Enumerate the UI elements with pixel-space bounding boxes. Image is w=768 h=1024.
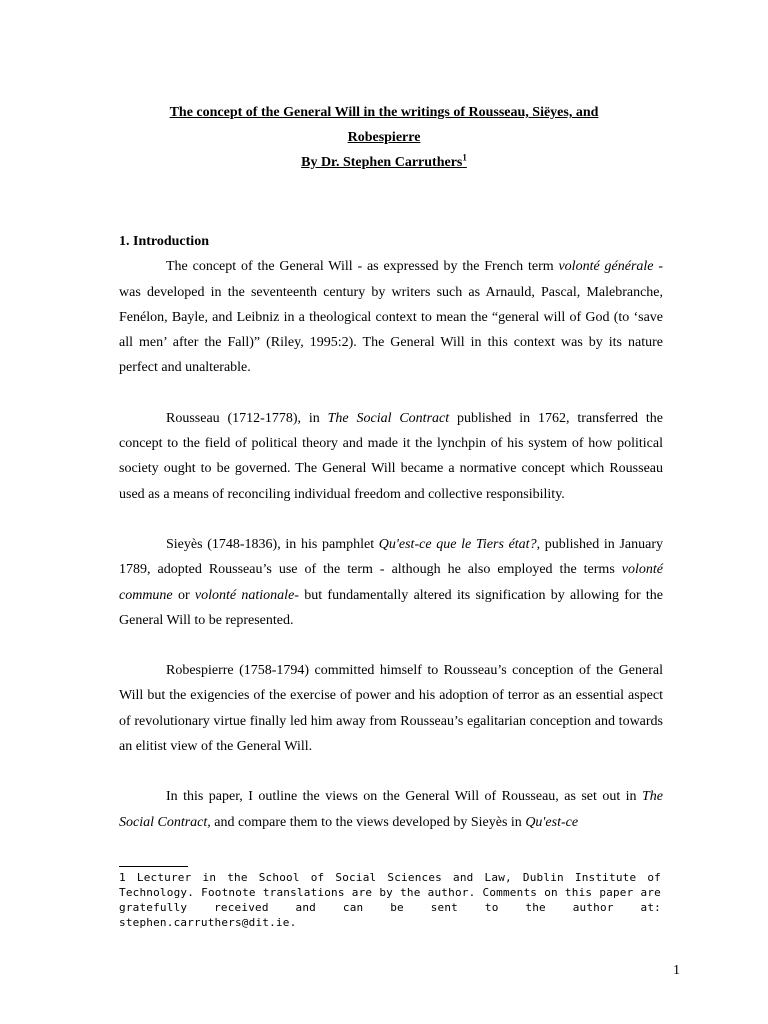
title-line-2: Robespierre (347, 130, 421, 145)
author-line (100, 150, 668, 175)
paragraph-3-italic-f: volonté nationale (194, 587, 295, 603)
paragraph-3-text-a: Sieyès (1748-1836), in his pamphlet (166, 536, 379, 552)
page-number: 1 (673, 963, 680, 978)
author-name: By Dr. Stephen Carruthers (301, 155, 463, 170)
title-block (100, 100, 668, 175)
paragraph-5-text-a: In this paper, I outline the views on the General Will of Rousseau, as set out in (166, 789, 642, 805)
footnote-separator (119, 866, 188, 867)
paragraph-1-text-a: The concept of the General Will - as expressed by the French term (166, 259, 559, 275)
paragraph-1 (119, 254, 663, 380)
footnote-marker: 1 (462, 152, 467, 163)
paragraph-3 (119, 532, 663, 633)
paragraph-gap (119, 507, 663, 532)
paragraph-3-italic-d: volonté commune (119, 562, 663, 603)
footnote: 1 Lecturer in the School of Social Sciences and Law, Dublin Institute of Technology. Footnote translations are by the author. Comments on this paper are gratefully received and can be sent to the author at: stephen.carruthers@dit.ie. (119, 871, 661, 929)
paragraph-5-text-c: and compare them to the views developed by Sieyès in (210, 814, 526, 830)
paragraph-1-italic: volonté générale (558, 259, 654, 275)
paragraph-gap (119, 381, 663, 406)
paragraph-2-italic: The Social Contract (327, 410, 450, 426)
paragraph-2-text-c: published in 1762, transferred the concept to the field of political theory and made it the lynchpin of his system of how political society ought to be governed. The General Will became a normative concept which Rousseau used as a means of reconciling individual freedom and collective responsibility. (119, 410, 663, 502)
paragraph-1-text-c: - was developed in the seventeenth century by writers such as Arnauld, Pascal, Malebranche, Fenélon, Bayle, and Leibniz in a theological context to mean the “general will of God (to ‘save all men’ after the Fall)” (Riley, 1995:2). The General Will in this context was by its nature perfect and unalterable. (119, 259, 663, 376)
paragraph-5-italic-d: Qu'est-ce (525, 814, 579, 830)
paragraph-3-text-g: - but fundamentally altered its signification by allowing for the General Will to be represented. (119, 587, 664, 628)
paragraph-5 (119, 784, 663, 835)
introduction-section (119, 229, 663, 835)
paragraph-3-italic-b: Qu'est-ce que le Tiers état? (378, 536, 537, 552)
paragraph-4 (119, 658, 663, 759)
paragraph-3-text-e: or (172, 587, 195, 603)
paragraph-2-text-a: Rousseau (1712-1778), in (166, 410, 328, 426)
paragraph-gap (119, 633, 663, 658)
paragraph-3-text-c: , published in January 1789, adopted Rousseau’s use of the term - although he also employed the terms (119, 536, 663, 578)
section-heading: 1. Introduction (119, 234, 209, 249)
paragraph-2 (119, 406, 663, 507)
paragraph-gap (119, 759, 663, 784)
title-line-1: The concept of the General Will in the writings of Rousseau, Siëyes, and (169, 105, 599, 120)
paragraph-5-italic-b: The Social Contract, (119, 789, 663, 830)
paragraph-4-text-a: Robespierre (1758-1794) committed himself to Rousseau’s conception of the General Will but the exigencies of the exercise of power and his adoption of terror as an essential aspect of revolutionary virtue finally led him away from Rousseau’s egalitarian conception and towards an elitist view of the General Will. (119, 663, 663, 755)
